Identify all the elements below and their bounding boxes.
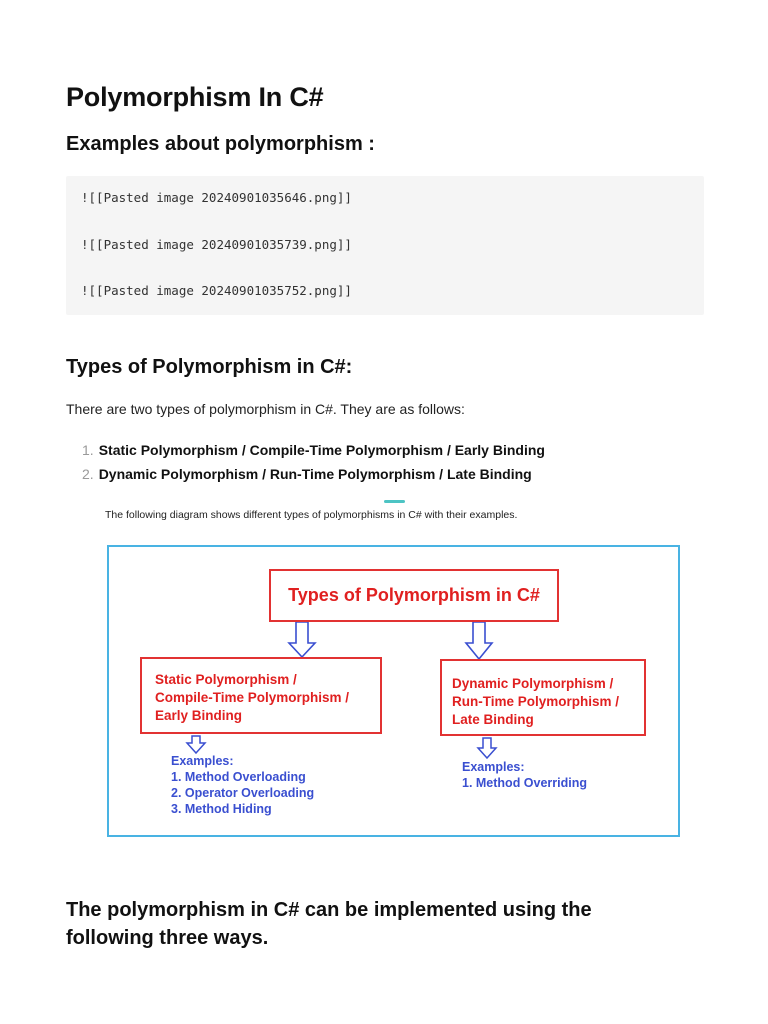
types-box: Types of Polymorphism in C# <box>269 569 559 622</box>
text-cursor-marker <box>384 500 405 503</box>
dynamic-polymorphism-box <box>440 659 646 736</box>
examples-line: Examples: <box>462 760 525 774</box>
list-item <box>82 466 532 482</box>
polymorphism-diagram <box>107 545 680 837</box>
page-title: Polymorphism In C# <box>66 82 324 112</box>
code-line: ![[Pasted image 20240901035646.png]] <box>81 190 352 205</box>
box-line: Static Polymorphism / <box>155 672 297 687</box>
down-arrow-icon <box>289 622 315 657</box>
examples-line: 1. Method Overriding <box>462 776 588 790</box>
examples-line: 1. Method Overloading <box>171 770 306 784</box>
box-line: Compile-Time Polymorphism / <box>155 690 350 705</box>
examples-line: 3. Method Hiding <box>171 802 272 816</box>
list-number: 2. <box>82 466 94 482</box>
static-examples <box>171 753 314 817</box>
box-line: Run-Time Polymorphism / <box>452 694 620 709</box>
types-heading: Types of Polymorphism in C#: <box>66 356 353 378</box>
intro-paragraph: There are two types of polymorphism in C#. They are as follows: <box>66 401 465 417</box>
down-arrow-icon <box>187 736 205 753</box>
diagram-caption: The following diagram shows different types of polymorphisms in C# with their examples. <box>105 509 518 521</box>
list-text: Static Polymorphism / Compile-Time Polymorphism / Early Binding <box>98 442 545 458</box>
down-arrow-icon <box>466 622 492 659</box>
box-line: Early Binding <box>155 708 243 723</box>
code-line: ![[Pasted image 20240901035752.png]] <box>81 283 352 298</box>
list-number: 1. <box>82 442 94 458</box>
list-item <box>82 442 545 458</box>
box-line: Late Binding <box>452 712 534 727</box>
dynamic-examples <box>462 759 587 791</box>
static-polymorphism-box <box>140 657 382 734</box>
code-block <box>66 176 704 315</box>
box-line: Dynamic Polymorphism / <box>452 676 614 691</box>
examples-line: Examples: <box>171 754 234 768</box>
implementation-heading: The polymorphism in C# can be implemented using the following three ways. <box>66 899 592 949</box>
examples-heading: Examples about polymorphism : <box>66 133 375 155</box>
down-arrow-icon <box>478 738 496 758</box>
examples-line: 2. Operator Overloading <box>171 786 315 800</box>
code-line: ![[Pasted image 20240901035739.png]] <box>81 237 352 252</box>
list-text: Dynamic Polymorphism / Run-Time Polymorphism / Late Binding <box>98 466 532 482</box>
